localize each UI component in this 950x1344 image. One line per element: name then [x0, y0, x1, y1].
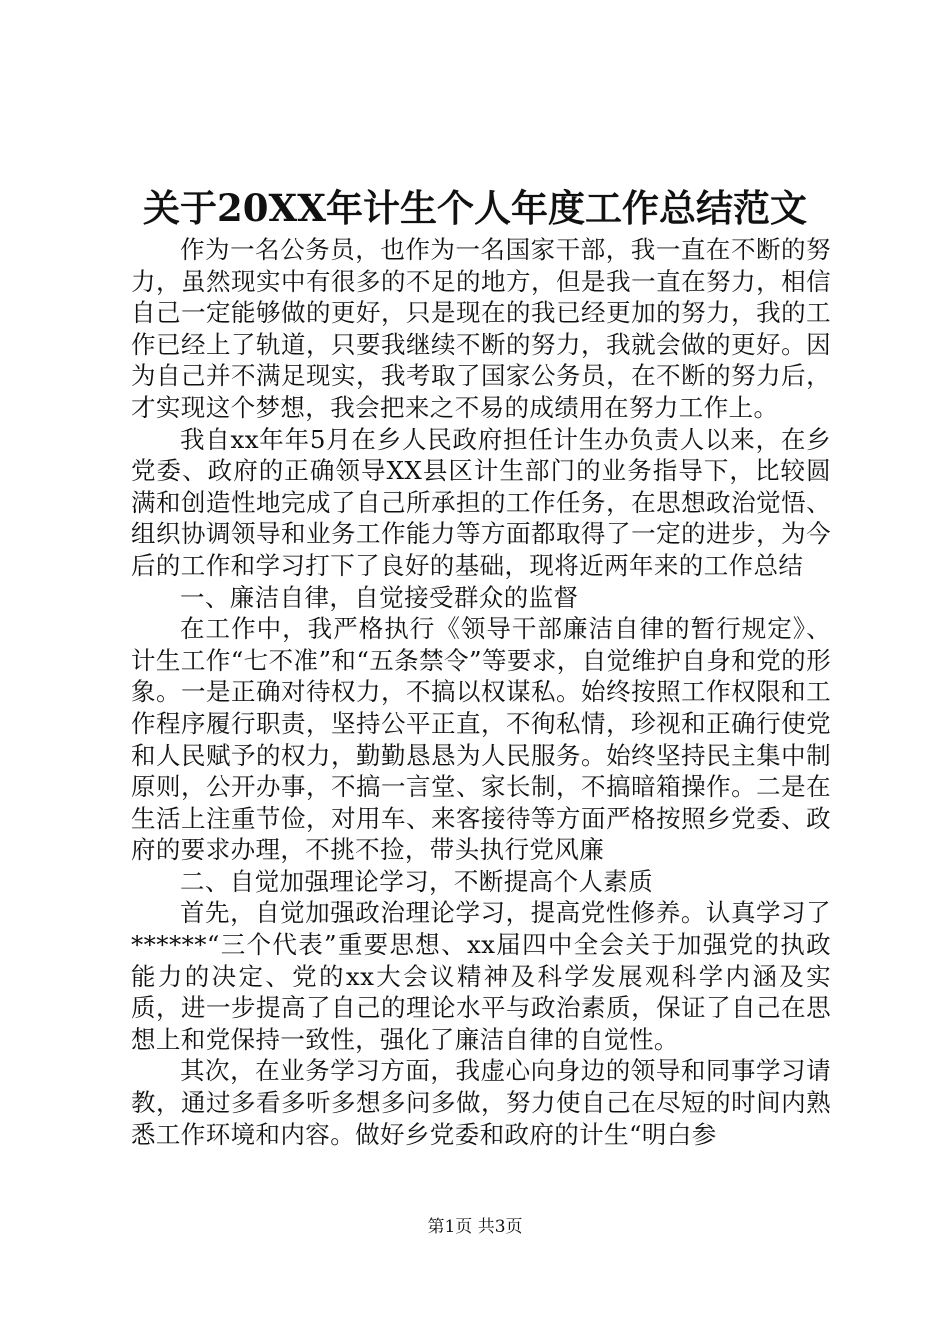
paragraph-study-first: 首先，自觉加强政治理论学习，提高党性修养。认真学习了******“三个代表”重要思想、xx届四中全会关于加强党的执政能力的决定、党的xx大会议精神及科学发展观科学内涵及实质，进一步提高了自己的理论水平与政治素质，保证了自己在思想上和党保持一致性，强化了廉洁自律的自觉性。 — [131, 898, 831, 1054]
page-footer: 第1页 共3页 — [427, 1217, 523, 1237]
section-heading-2: 二、自觉加强理论学习，不断提高个人素质 — [180, 866, 654, 896]
paragraph-study-second: 其次，在业务学习方面，我虚心向身边的领导和同事学习请教，通过多看多听多想多问多做，努力使自己在尽短的时间内熟悉工作环境和内容。做好乡党委和政府的计生“明白参 — [131, 1056, 831, 1149]
section-heading-1: 一、廉洁自律，自觉接受群众的监督 — [180, 582, 579, 612]
paragraph-background: 我自xx年年5月在乡人民政府担任计生办负责人以来，在乡党委、政府的正确领导XX县区计生部门的业务指导下，比较圆满和创造性地完成了自己所承担的工作任务，在思想政治觉悟、组织协调领导和业务工作能力等方面都取得了一定的进步，为今后的工作和学习打下了良好的基础，现将近两年来的工作总结 — [131, 424, 831, 580]
document-body — [131, 234, 831, 1150]
paragraph-integrity: 在工作中，我严格执行《领导干部廉洁自律的暂行规定》、计生工作“七不准”和“五条禁令”等要求，自觉维护自身和党的形象。一是正确对待权力，不搞以权谋私。始终按照工作权限和工作程序履行职责，坚持公平正直，不徇私情，珍视和正确行使党和人民赋予的权力，勤勤恳恳为人民服务。始终坚持民主集中制原则，公开办事，不搞一言堂、家长制，不搞暗箱操作。二是在生活上注重节俭，对用车、来客接待等方面严格按照乡党委、政府的要求办理，不挑不捡，带头执行党风廉 — [131, 614, 831, 865]
paragraph-intro: 作为一名公务员，也作为一名国家干部，我一直在不断的努力，虽然现实中有很多的不足的地方，但是我一直在努力，相信自己一定能够做的更好，只是现在的我已经更加的努力，我的工作已经上了轨道，只要我继续不断的努力，我就会做的更好。因为自己并不满足现实，我考取了国家公务员，在不断的努力后，才实现这个梦想，我会把来之不易的成绩用在努力工作上。 — [131, 235, 831, 422]
document-title: 关于20XX年计生个人年度工作总结范文 — [143, 186, 807, 230]
